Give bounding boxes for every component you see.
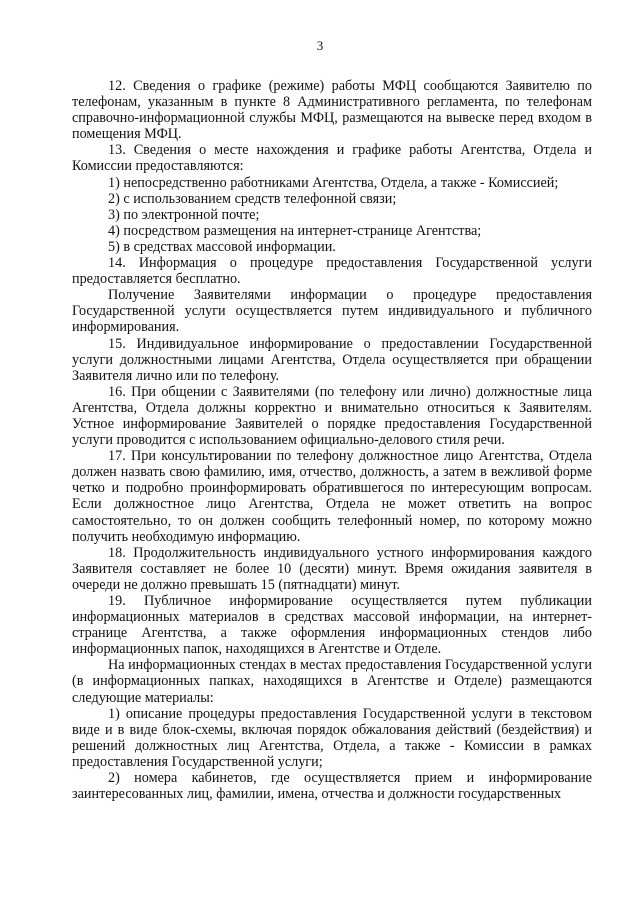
list-item: 2) с использованием средств телефонной связи;: [108, 190, 397, 207]
list-item: 1) описание процедуры предоставления Государственной услуги в текстовом виде и в виде блок-схемы, включая порядок обжалования действий (бездействия) и решений должностных лиц Агентства, Отдела, а также - Комиссии в рамках предоставления Государственной услуги;: [72, 705, 592, 770]
list-item: 1) непосредственно работниками Агентства, Отдела, а также - Комиссией;: [108, 174, 559, 191]
list-item: 2) номера кабинетов, где осуществляется прием и информирование заинтересованных лиц, фамилии, имена, отчества и должности государственных: [72, 770, 592, 803]
paragraph-19-continued: На информационных стендах в местах предоставления Государственной услуги (в информационных папках, находящихся в Агентстве и Отделе) размещаются следующие материалы:: [72, 657, 592, 706]
document-body: [72, 78, 592, 802]
paragraph-14-continued: Получение Заявителями информации о процедуре предоставления Государственной услуги осуществляется путем индивидуального и публичного информирования.: [72, 287, 592, 336]
list-item: 4) посредством размещения на интернет-странице Агентства;: [108, 222, 482, 239]
paragraph-19: 19. Публичное информирование осуществляется путем публикации информационных материалов в средствах массовой информации, на интернет-странице Агентства, а также оформления информационных стендов либо информационных папок, находящихся в Агентстве и Отделе.: [72, 593, 592, 658]
list-item: 5) в средствах массовой информации.: [108, 238, 336, 255]
paragraph-18: 18. Продолжительность индивидуального устного информирования каждого Заявителя составляет не более 10 (десяти) минут. Время ожидания заявителя в очереди не должно превышать 15 (пятнадцати) минут.: [72, 544, 592, 593]
paragraph-12: 12. Сведения о графике (режиме) работы МФЦ сообщаются Заявителю по телефонам, указанным в пункте 8 Административного регламента, по телефонам справочно-информационной службы МФЦ, размещаются на вывеске перед входом в помещения МФЦ.: [72, 78, 592, 143]
list-item: 3) по электронной почте;: [108, 206, 260, 223]
paragraph-17: 17. При консультировании по телефону должностное лицо Агентства, Отдела должен назвать свою фамилию, имя, отчество, должность, а затем в вежливой форме четко и подробно проинформировать обратившегося по интересующим вопросам. Если должностное лицо Агентства, Отдела не может ответить на вопрос самостоятельно, то он должен сообщить телефонный номер, по которому можно получить необходимую информацию.: [72, 448, 592, 545]
paragraph-16: 16. При общении с Заявителями (по телефону или лично) должностные лица Агентства, Отдела должны корректно и внимательно относиться к Заявителям. Устное информирование Заявителей о порядке предоставления Государственной услуги проводится с использованием официально-делового стиля речи.: [72, 383, 592, 449]
page-number: 3: [316, 38, 324, 53]
paragraph-14: 14. Информация о процедуре предоставления Государственной услуги предоставляется бесплатно.: [72, 255, 592, 288]
paragraph-13: 13. Сведения о месте нахождения и графике работы Агентства, Отдела и Комиссии предоставляются:: [72, 142, 592, 175]
paragraph-15: 15. Индивидуальное информирование о предоставлении Государственной услуги должностными лицами Агентства, Отдела осуществляется при обращении Заявителя лично или по телефону.: [72, 335, 592, 384]
